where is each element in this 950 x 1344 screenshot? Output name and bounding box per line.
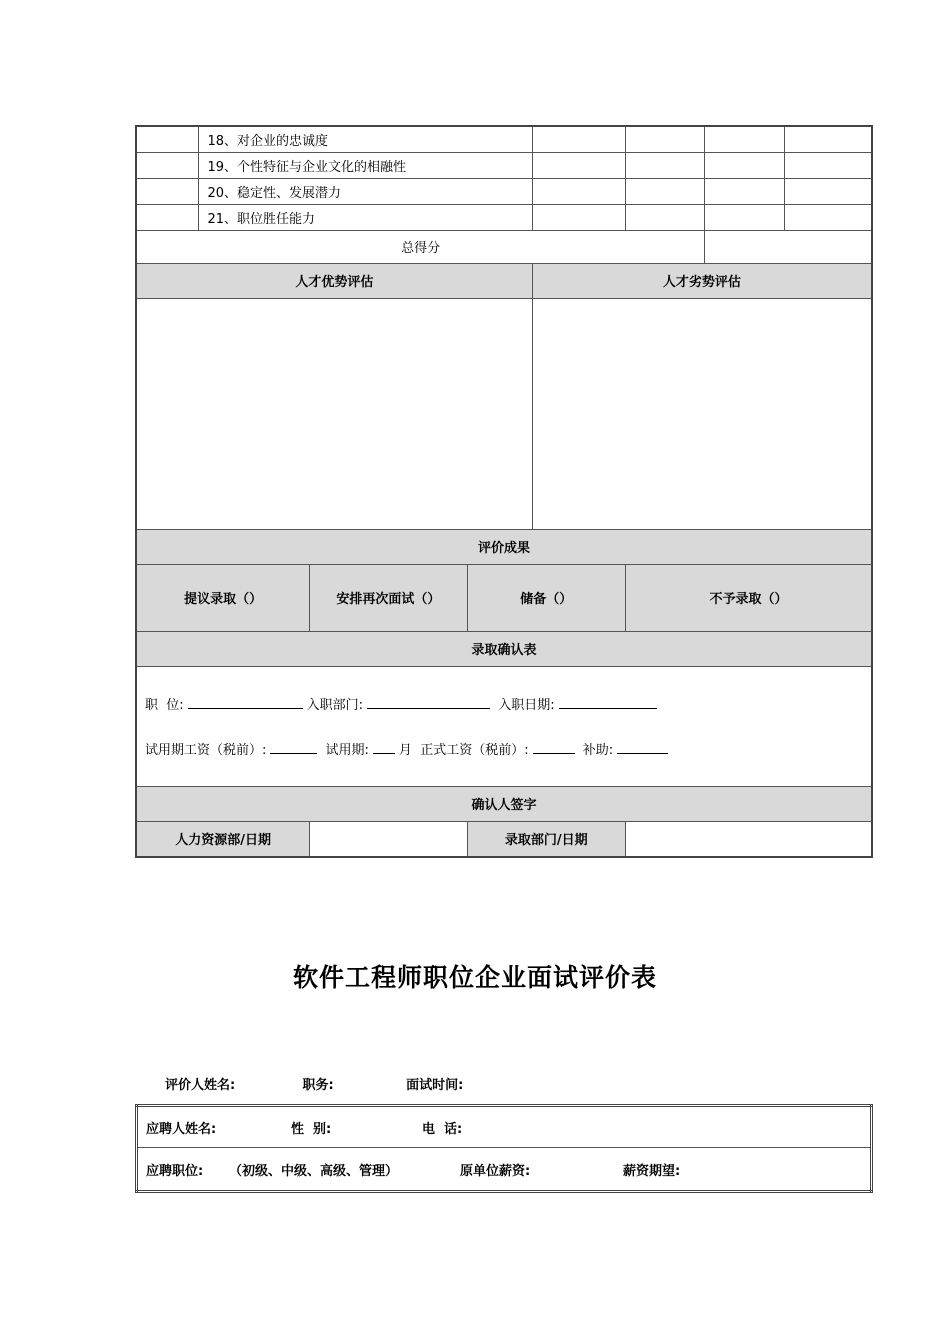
score-cell[interactable] <box>784 152 872 178</box>
position-label: 职 位: <box>145 698 184 713</box>
trial-salary-field[interactable] <box>270 739 317 754</box>
evaluation-form-table <box>135 125 873 858</box>
confirm-header: 录取确认表 <box>136 631 872 666</box>
confirm-header-row <box>136 631 872 666</box>
reinterview-option[interactable]: 安排再次面试（） <box>310 564 467 631</box>
score-row <box>136 152 872 178</box>
strengths-input-area[interactable] <box>136 298 532 529</box>
formal-salary-field[interactable] <box>533 739 575 754</box>
reserve-option[interactable]: 储备（） <box>467 564 625 631</box>
total-score-cell[interactable] <box>705 230 872 263</box>
score-cell[interactable] <box>626 126 705 152</box>
hire-option[interactable]: 提议录取（） <box>136 564 310 631</box>
phone-label: 电 话: <box>422 1121 463 1137</box>
salary-info-line <box>145 739 863 758</box>
evaluator-position-label: 职务: <box>302 1078 334 1093</box>
expected-salary-label: 薪资期望: <box>623 1163 681 1179</box>
score-row <box>136 178 872 204</box>
interview-time-label: 面试时间: <box>406 1078 464 1093</box>
dept-field[interactable] <box>367 694 490 709</box>
score-cell[interactable] <box>532 126 625 152</box>
hiring-dept-sign-label: 录取部门/日期 <box>467 821 625 857</box>
assessment-body-row <box>136 298 872 529</box>
score-cell[interactable] <box>626 152 705 178</box>
month-label: 月 <box>398 743 412 758</box>
score-cell[interactable] <box>784 126 872 152</box>
result-options-row <box>136 564 872 631</box>
evaluator-info-line <box>165 1074 463 1093</box>
applicant-info-cell[interactable] <box>137 1106 872 1148</box>
allowance-field[interactable] <box>617 739 668 754</box>
evaluator-name-label: 评价人姓名: <box>165 1078 236 1093</box>
score-row-label: 21、职位胜任能力 <box>199 204 532 230</box>
score-cell[interactable] <box>705 204 784 230</box>
sign-header: 确认人签字 <box>136 786 872 821</box>
applied-position-label: 应聘职位: <box>146 1163 204 1179</box>
confirm-fields-row <box>136 666 872 786</box>
formal-salary-label: 正式工资（税前）: <box>420 743 529 758</box>
hr-sign-label: 人力资源部/日期 <box>136 821 310 857</box>
weaknesses-input-area[interactable] <box>532 298 872 529</box>
start-date-label: 入职日期: <box>498 698 555 713</box>
score-cell[interactable] <box>705 126 784 152</box>
strengths-header: 人才优势评估 <box>136 263 532 298</box>
score-row <box>136 204 872 230</box>
applicant-info-table <box>135 1104 873 1193</box>
applicant-row-2 <box>137 1148 872 1192</box>
assessment-header-row <box>136 263 872 298</box>
trial-period-field[interactable] <box>373 739 395 754</box>
previous-salary-label: 原单位薪资: <box>460 1163 531 1179</box>
score-row-label: 19、个性特征与企业文化的相融性 <box>199 152 532 178</box>
applicant-position-cell[interactable] <box>137 1148 872 1192</box>
score-cell[interactable] <box>705 178 784 204</box>
score-cell[interactable] <box>532 178 625 204</box>
hiring-dept-sign-cell[interactable] <box>626 821 872 857</box>
position-field[interactable] <box>188 694 303 709</box>
score-row-label: 18、对企业的忠诚度 <box>199 126 532 152</box>
total-score-label: 总得分 <box>136 230 705 263</box>
reject-option[interactable]: 不予录取（） <box>626 564 872 631</box>
trial-period-label: 试用期: <box>325 743 369 758</box>
score-cell[interactable] <box>705 152 784 178</box>
start-date-field[interactable] <box>559 694 657 709</box>
score-cell[interactable] <box>626 204 705 230</box>
hr-sign-cell[interactable] <box>310 821 467 857</box>
result-header-row <box>136 529 872 564</box>
score-cell[interactable] <box>784 178 872 204</box>
score-cell[interactable] <box>626 178 705 204</box>
hire-info-line <box>145 694 863 713</box>
position-levels-text: （初级、中级、高级、管理） <box>229 1163 399 1179</box>
score-row <box>136 126 872 152</box>
confirm-fields-cell <box>136 666 872 786</box>
dept-label: 入职部门: <box>306 698 364 713</box>
sign-header-row <box>136 786 872 821</box>
weaknesses-header: 人才劣势评估 <box>532 263 872 298</box>
total-score-row <box>136 230 872 263</box>
applicant-name-label: 应聘人姓名: <box>146 1121 217 1137</box>
allowance-label: 补助: <box>582 743 614 758</box>
applicant-row-1 <box>137 1106 872 1148</box>
gender-label: 性 别: <box>291 1121 332 1137</box>
score-cell[interactable] <box>784 204 872 230</box>
score-row-label: 20、稳定性、发展潜力 <box>199 178 532 204</box>
score-cell[interactable] <box>532 152 625 178</box>
result-header: 评价成果 <box>136 529 872 564</box>
score-cell[interactable] <box>532 204 625 230</box>
sign-row <box>136 821 872 857</box>
page-title: 软件工程师职位企业面试评价表 <box>292 963 657 992</box>
trial-salary-label: 试用期工资（税前）: <box>145 743 267 758</box>
